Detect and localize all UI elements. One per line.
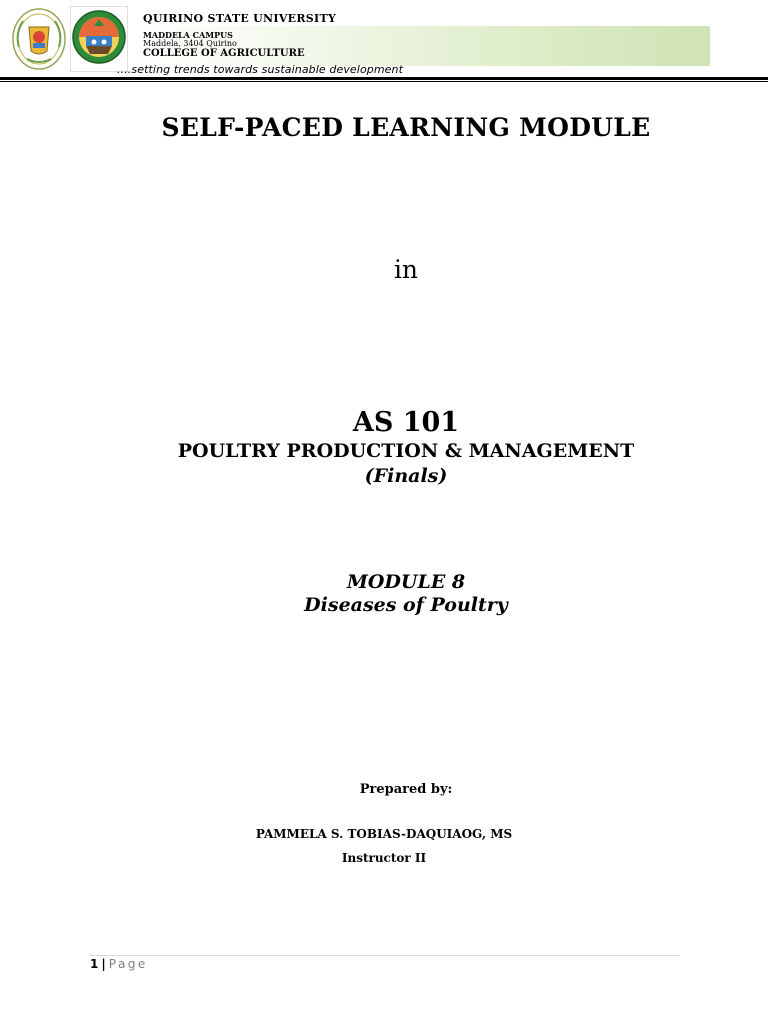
page-number: 1 bbox=[90, 957, 99, 971]
campus-address: Maddela, 3404 Quirino bbox=[143, 39, 237, 48]
university-tagline: ....setting trends towards sustainable development bbox=[117, 63, 404, 76]
author-name: PAMMELA S. TOBIAS-DAQUIAOG, MS bbox=[255, 827, 513, 841]
header-divider-thick bbox=[0, 77, 768, 80]
course-title: POULTRY PRODUCTION & MANAGEMENT bbox=[177, 440, 635, 462]
term-label: (Finals) bbox=[364, 465, 448, 487]
connector-word: in bbox=[393, 255, 419, 284]
module-title: Diseases of Poultry bbox=[304, 594, 508, 616]
document-title: SELF-PACED LEARNING MODULE bbox=[161, 113, 651, 142]
header-divider-thin bbox=[0, 81, 768, 82]
page-separator: | bbox=[101, 957, 106, 971]
footer-divider bbox=[90, 955, 680, 956]
course-code: AS 101 bbox=[352, 407, 460, 438]
page-footer bbox=[90, 957, 148, 971]
university-seal-icon bbox=[11, 7, 67, 71]
campus-name: MADDELA CAMPUS bbox=[143, 30, 233, 40]
module-number: MODULE 8 bbox=[346, 571, 466, 593]
prepared-by-label: Prepared by: bbox=[359, 782, 453, 797]
page-label: Page bbox=[108, 957, 148, 971]
author-position: Instructor II bbox=[341, 851, 427, 865]
university-name: QUIRINO STATE UNIVERSITY bbox=[143, 12, 337, 25]
college-name: COLLEGE OF AGRICULTURE bbox=[143, 48, 305, 59]
